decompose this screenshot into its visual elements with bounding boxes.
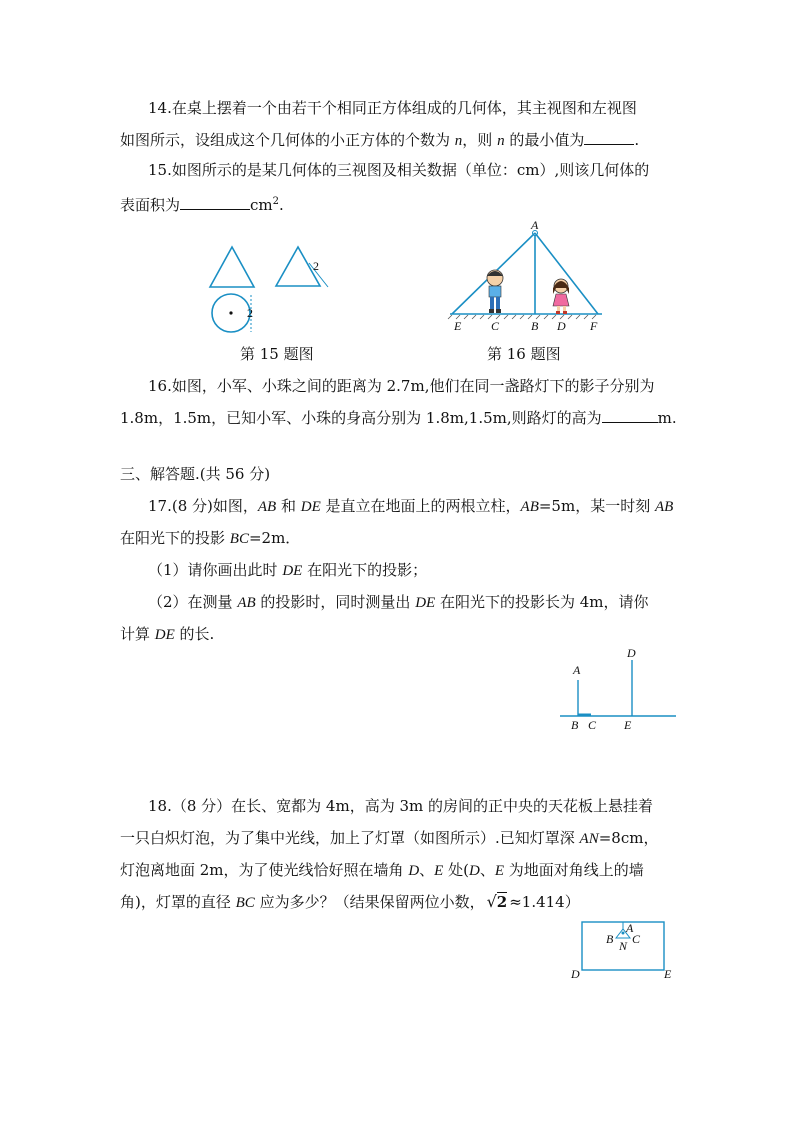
top-view-center-dot bbox=[229, 311, 232, 314]
q15-line1: 15.如图所示的是某几何体的三视图及相关数据（单位：cm）,则该几何体的 bbox=[148, 161, 650, 179]
label-F: F bbox=[590, 319, 598, 333]
label-A: A bbox=[626, 921, 634, 935]
q17-part2-cont: 计算 DE 的长. bbox=[120, 625, 215, 643]
q16-line2: 1.8m，1.5m，已知小军、小珠的身高分别为 1.8m,1.5m,则路灯的高为 m. bbox=[120, 409, 677, 427]
label-E: E bbox=[664, 967, 672, 981]
q17-part2: （2）在测量 AB 的投影时，同时测量出 DE 在阳光下的投影长为 4m，请你 bbox=[148, 593, 649, 611]
figure-15-three-views bbox=[200, 240, 340, 340]
side-dimension-label: 2 bbox=[313, 259, 319, 273]
q18-line1: 18.（8 分）在长、宽都为 4m，高为 3m 的房间的正中央的天花板上悬挂着 bbox=[148, 797, 654, 815]
q16-answer-blank[interactable] bbox=[602, 408, 658, 423]
figure-17-poles bbox=[556, 644, 680, 734]
label-E: E bbox=[454, 319, 462, 333]
q18-line3: 灯泡离地面 2m，为了使光线恰好照在墙角 D、E 处(D、E 为地面对角线上的墙 bbox=[120, 861, 644, 879]
figure-15-caption: 第 15 题图 bbox=[240, 345, 314, 363]
circle-dimension-label: 2 bbox=[247, 306, 253, 320]
ground-hatching bbox=[448, 315, 596, 319]
label-C: C bbox=[588, 718, 597, 732]
q17-line1: 17.(8 分)如图，AB 和 DE 是直立在地面上的两根立柱，AB=5m，某一时刻 AB bbox=[148, 497, 674, 515]
label-B: B bbox=[531, 319, 539, 333]
label-B: B bbox=[571, 718, 579, 732]
bulb bbox=[622, 932, 625, 935]
girl-figure bbox=[553, 279, 569, 314]
label-A: A bbox=[531, 218, 539, 232]
q17-line2: 在阳光下的投影 BC=2m． bbox=[120, 529, 301, 547]
q18-line2: 一只白炽灯泡，为了集中光线，加上了灯罩（如图所示）.已知灯罩深 AN=8cm， bbox=[120, 829, 659, 847]
q14-line2: 如图所示，设组成这个几何体的小正方体的个数为 n，则 n 的最小值为 . bbox=[120, 131, 640, 149]
q15-line2: 表面积为 $cm^2$. bbox=[120, 196, 284, 214]
label-D: D bbox=[557, 319, 566, 333]
label-A: A bbox=[573, 663, 581, 677]
label-E: E bbox=[624, 718, 632, 732]
label-B: B bbox=[606, 932, 614, 946]
q17-part1: （1）请你画出此时 DE 在阳光下的投影； bbox=[148, 561, 428, 579]
figure-16-caption: 第 16 题图 bbox=[487, 345, 561, 363]
boy-figure bbox=[487, 270, 503, 313]
label-C: C bbox=[491, 319, 500, 333]
label-C: C bbox=[632, 932, 641, 946]
q15-answer-blank[interactable] bbox=[180, 195, 250, 210]
q18-line4: 角)，灯罩的直径 BC 应为多少？（结果保留两位小数， √2 ≈1.414） bbox=[120, 892, 580, 911]
section-3-heading: 三、解答题.(共 56 分) bbox=[120, 465, 271, 483]
sqrt-2: √2 bbox=[486, 892, 508, 911]
figure-16-street-lamp bbox=[440, 218, 610, 338]
label-N: N bbox=[619, 939, 628, 953]
q14-answer-blank[interactable] bbox=[584, 130, 634, 145]
q14-line1: 14.在桌上摆着一个由若干个相同正方体组成的几何体，其主视图和左视图 bbox=[148, 99, 637, 117]
figure-18-room bbox=[566, 918, 678, 982]
q16-line1: 16.如图，小军、小珠之间的距离为 2.7m,他们在同一盏路灯下的影子分别为 bbox=[148, 377, 655, 395]
label-D: D bbox=[627, 646, 636, 660]
front-view-triangle bbox=[210, 247, 254, 287]
label-D: D bbox=[571, 967, 580, 981]
